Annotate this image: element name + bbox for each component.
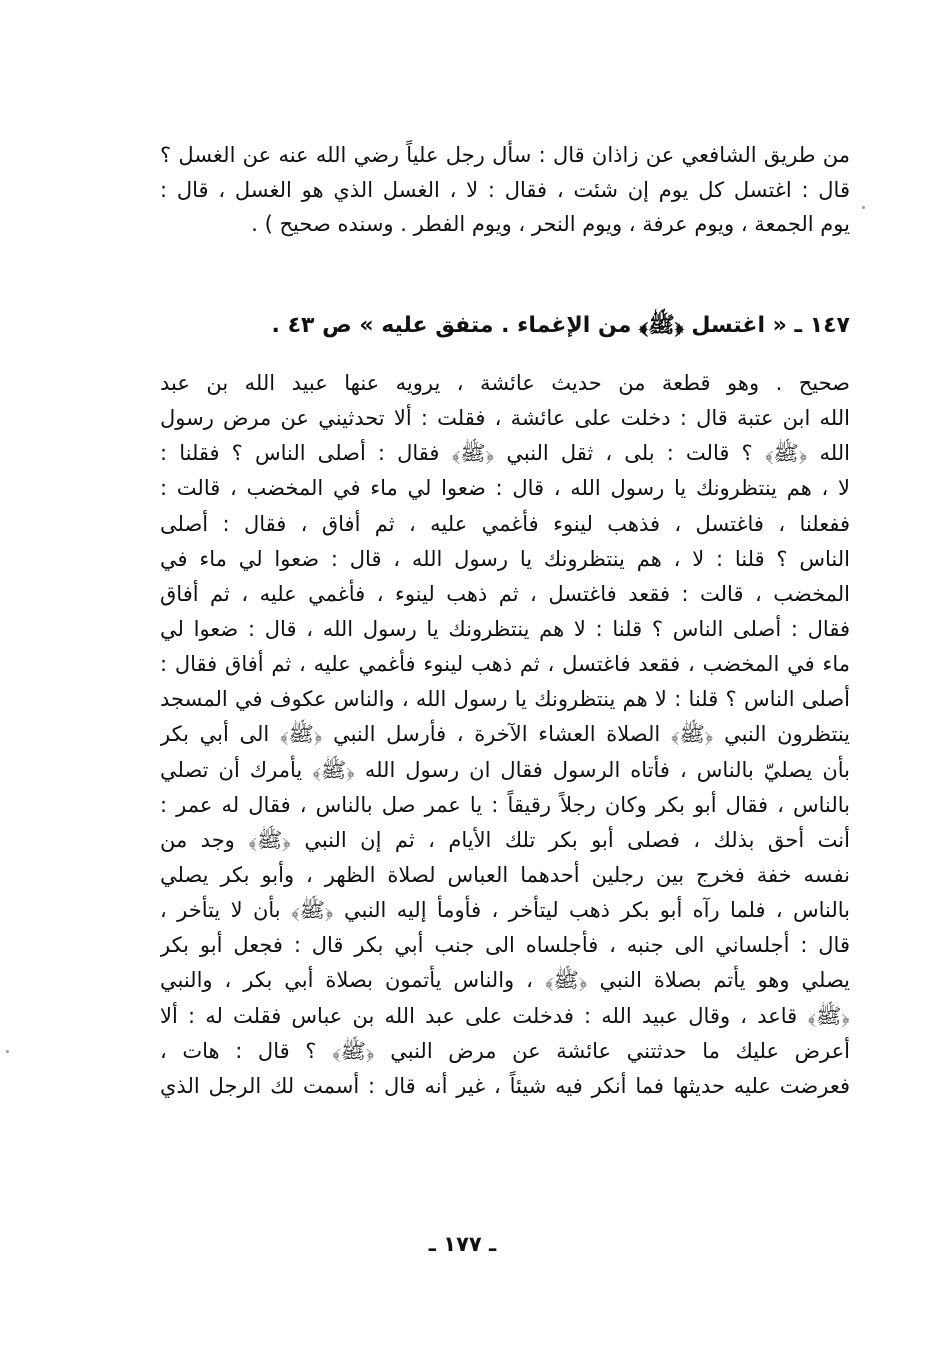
body-line: ﴿ﷺ﴾ قاعد ، وقال عبيد الله : فدخلت على عبد الله بن عباس فقلت له : ألا: [160, 1003, 850, 1028]
body-line: صحيح . وهو قطعة من حديث عائشة ، يرويه عنها عبيد الله بن عبد: [160, 371, 850, 395]
body-line: أعرض عليك ما حدثتني عائشة عن مرض النبي ﴿ﷺ﴾ ؟ قال : هات ،: [160, 1038, 850, 1063]
body-line: أصلى الناس ؟ قلنا : لا هم ينتظرونك يا رسول الله ، والناس عكوف في المسجد: [160, 687, 850, 712]
scan-speck: [862, 206, 865, 209]
page-number: ـ ١٧٧ ـ: [428, 1232, 497, 1256]
body-line: يصلي وهو يأتم بصلاة النبي ﴿ﷺ﴾ ، والناس يأتمون بصلاة أبي بكر ، والنبي: [160, 968, 850, 993]
body-line: فقال : أصلى الناس ؟ قلنا : لا هم ينتظرونك يا رسول الله ، قال : ضعوا لي: [160, 616, 850, 641]
body-line: ماء في المخضب ، فقعد فاغتسل ، ثم ذهب لينوء فأغمي عليه ، ثم أفاق فقال :: [160, 652, 850, 677]
scan-speck: [6, 1050, 9, 1053]
body-line: بالناس ، فقال أبو بكر وكان رجلاً رقيقاً : يا عمر صل بالناس ، فقال له عمر :: [160, 792, 850, 817]
body-line: قال : أجلساني الى جنبه ، فأجلساه الى جنب أبي بكر قال : فجعل أبو بكر: [160, 933, 850, 958]
body-line: ففعلنا ، فاغتسل ، فذهب لينوء فأغمي عليه ، ثم أفاق ، فقال : أصلى: [160, 511, 850, 536]
body-line: بأن يصليّ بالناس ، فأتاه الرسول فقال ان رسول الله ﴿ﷺ﴾ يأمرك أن تصلي: [160, 757, 850, 782]
body-line: نفسه خفة فخرج بين رجلين أحدهما العباس لصلاة الظهر ، وأبو بكر يصلي: [160, 862, 850, 887]
body-paragraph: [160, 366, 850, 1104]
intro-line-1: من طريق الشافعي عن زاذان قال : سأل رجل علياً رضي الله عنه عن الغسل ؟: [160, 143, 850, 167]
intro-line-3: يوم الجمعة ، ويوم عرفة ، ويوم النحر ، ويوم الفطر . وسنده صحيح ) .: [251, 212, 850, 237]
body-line: الله ابن عتبة قال : دخلت على عائشة ، فقلت : ألا تحدثيني عن مرض رسول: [160, 406, 850, 431]
body-line: الله ﴿ﷺ﴾ ؟ قالت : بلى ، ثقل النبي ﴿ﷺ﴾ فقال : أصلى الناس ؟ فقلنا :: [160, 441, 850, 466]
body-line: المخضب ، قالت : فقعد فاغتسل ، ثم ذهب لينوء ، فأغمي عليه ، ثم أفاق: [160, 581, 850, 606]
body-line: فعرضت عليه حديثها فما أنكر فيه شيئاً ، غير أنه قال : أسمت لك الرجل الذي: [160, 1073, 850, 1098]
body-line: أنت أحق بذلك ، فصلى أبو بكر تلك الأيام ، ثم إن النبي ﴿ﷺ﴾ وجد من: [160, 827, 850, 852]
intro-line-2: قال : اغتسل كل يوم إن شئت ، فقال : لا ، الغسل الذي هو الغسل ، قال :: [160, 177, 850, 202]
hadith-heading: ١٤٧ ـ « اغتسل ﴿ﷺ﴾ من الإغماء . متفق عليه » ص ٤٣ .: [271, 313, 850, 338]
body-line: بالناس ، فلما رآه أبو بكر ذهب ليتأخر ، فأومأ إليه النبي ﴿ﷺ﴾ بأن لا يتأخر ،: [160, 898, 850, 923]
body-line: ينتظرون النبي ﴿ﷺ﴾ الصلاة العشاء الآخرة ، فأرسل النبي ﴿ﷺ﴾ الى أبي بكر: [160, 722, 850, 747]
intro-paragraph: [160, 138, 850, 242]
body-line: لا ، هم ينتظرونك يا رسول الله ، قال : ضعوا لي ماء في المخضب ، قالت :: [160, 476, 850, 501]
body-line: الناس ؟ قلنا : لا ، هم ينتظرونك يا رسول الله ، قال : ضعوا لي ماء في: [160, 546, 850, 571]
